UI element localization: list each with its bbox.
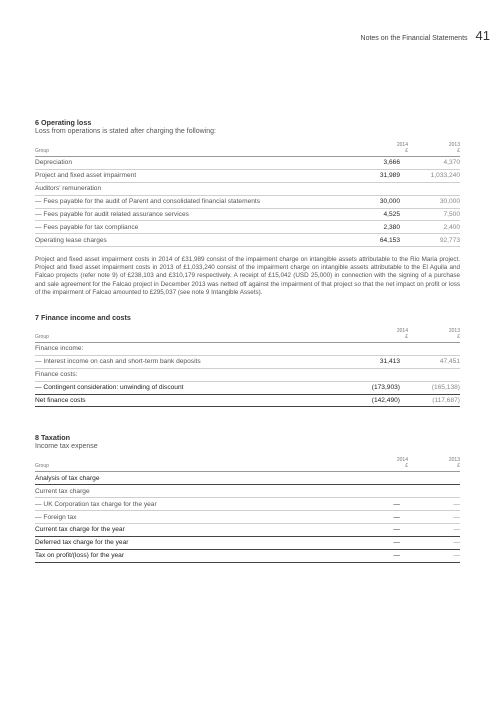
table-row: Deferred tax charge for the year — —	[35, 537, 460, 550]
note-6-table-body	[35, 157, 460, 247]
total-row: Net finance costs (142,490) (117,687)	[35, 395, 460, 408]
year-column-2013: 2013 £	[448, 457, 460, 470]
header-title: Notes on the Financial Statements	[360, 35, 468, 42]
table-row: — Foreign tax — —	[35, 511, 460, 524]
group-label: Group	[35, 148, 49, 154]
group-label: Group	[35, 334, 49, 340]
year-column-2013: 2013 £	[448, 328, 460, 340]
table-row: Finance income:	[35, 343, 460, 356]
note-7-finance-income-costs	[35, 313, 460, 407]
table-row: — UK Corporation tax charge for the year — —	[35, 498, 460, 511]
group-label: Group	[35, 463, 49, 470]
table-row: Current tax charge	[35, 485, 460, 498]
note-6-operating-loss	[35, 118, 460, 297]
table-row: Analysis of tax charge	[35, 472, 460, 485]
note-8-taxation	[35, 433, 460, 562]
page-number: 41	[475, 28, 490, 43]
table-row: Auditors' remuneration	[35, 183, 460, 196]
note-8-table-header	[35, 453, 460, 472]
note-6-subtitle: Loss from operations is stated after charging the following:	[35, 128, 216, 135]
note-8-table-body	[35, 472, 460, 562]
page-header	[361, 28, 490, 43]
table-row: Finance costs:	[35, 369, 460, 382]
table-row: — Fees payable for the audit of Parent and consolidated financial statements 30,000 30,000	[35, 196, 460, 209]
table-row: Depreciation 3,666 4,370	[35, 157, 460, 170]
year-column-2013: 2013 £	[448, 142, 460, 154]
table-row: Project and fixed asset impairment 31,989 1,033,240	[35, 170, 460, 183]
table-row: Current tax charge for the year — —	[35, 524, 460, 537]
year-column-2014: 2014 £	[396, 457, 408, 470]
year-column-2014: 2014 £	[396, 328, 408, 340]
note-6-paragraph: Project and fixed asset impairment costs in 2014 of £31,989 consist of the impairment charge on intangible assets attributable to the Rio Maria project. Project and fixed asset impairment costs in 2013 of £1,033,240 consist of the impairment charge on intangible assets attributable to the El Aguila and Falcao projects (refer note 9) of £238,103 and £310,179 respectively. A receipt of £15,042 (USD 25,000) in connection with the signing of a purchase and sale agreement for the Falcao project in December 2013 was netted off against the impairment of that project so that the net impact on profit or loss of the impairment of Falcao amounted to £295,037 (see note 9 Intangible Assets).	[35, 256, 460, 296]
note-7-table-body	[35, 343, 460, 407]
table-row: — Interest income on cash and short-term bank deposits 31,413 47,451	[35, 356, 460, 369]
year-column-2014: 2014 £	[396, 142, 408, 154]
document-body	[35, 118, 460, 563]
table-row: Operating lease charges 64,153 92,773	[35, 234, 460, 247]
note-8-title: 8 Taxation	[35, 433, 71, 443]
table-row: — Fees payable for audit related assurance services 4,525 7,500	[35, 209, 460, 222]
note-7-table-header	[35, 324, 460, 343]
note-6-table-header	[35, 138, 460, 157]
note-7-title: 7 Finance income and costs	[35, 313, 131, 322]
table-row: — Contingent consideration: unwinding of discount (173,903) (165,138)	[35, 382, 460, 395]
note-6-title: 6 Operating loss	[35, 118, 92, 127]
note-8-subtitle: Income tax expense	[35, 443, 98, 451]
total-row: Tax on profit/(loss) for the year — —	[35, 550, 460, 563]
table-row: — Fees payable for tax compliance 2,380 2,400	[35, 221, 460, 234]
